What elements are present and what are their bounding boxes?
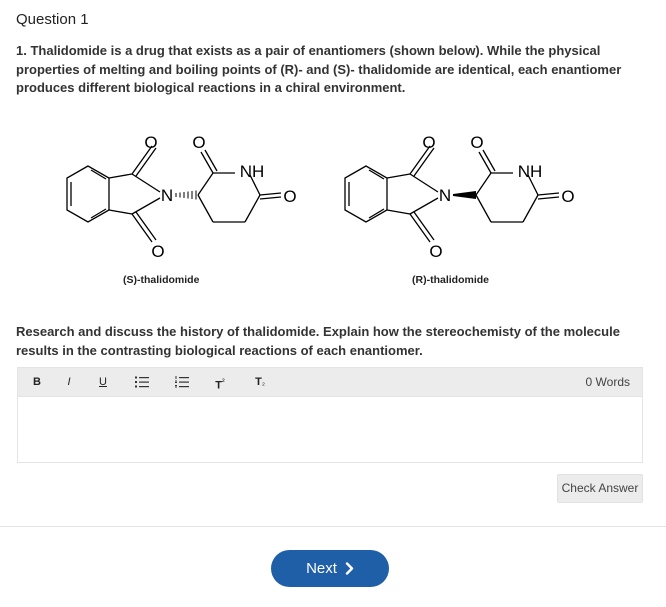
footer-divider — [0, 526, 666, 527]
s-thalidomide-atoms — [144, 133, 296, 261]
structures-svg — [0, 115, 666, 305]
atom-n: N — [438, 186, 452, 205]
thalidomide-structures — [0, 115, 666, 305]
atom-nh: NH — [517, 162, 543, 181]
question-title: Question 1 — [16, 11, 89, 28]
question-2-prompt: Research and discuss the history of thalidomide. Explain how the stereochemisty of the molecule results in the contrasting biological reactions of each enantiomer. — [16, 324, 620, 358]
question-prompt: 1. Thalidomide is a drug that exists as a pair of enantiomers (shown below). While the physical properties of melting and boiling points of (R)- and (S)- thalidomide are identical, each enantiomer produces different biological reactions in a chiral environment. — [16, 43, 622, 95]
superscript-label: T — [215, 379, 223, 392]
atom-o-top-right: O — [470, 133, 484, 152]
r-thalidomide-structure — [345, 146, 559, 242]
subscript-button[interactable] — [250, 368, 270, 396]
s-thalidomide-structure — [67, 146, 281, 242]
subscript-mark: ₂ — [261, 378, 265, 387]
atom-o-bottom: O — [151, 242, 165, 261]
atom-n: N — [160, 186, 174, 205]
numbered-list-button[interactable] — [172, 368, 192, 396]
bullet-list-icon — [135, 376, 149, 388]
next-button[interactable] — [271, 550, 389, 587]
underline-button[interactable]: U — [99, 376, 107, 388]
atom-o-top-left: O — [422, 133, 436, 152]
superscript-mark: ² — [222, 377, 225, 386]
atom-o-top-left: O — [144, 133, 158, 152]
r-thalidomide-caption: (R)-thalidomide — [412, 274, 489, 286]
atom-o-right: O — [283, 187, 297, 206]
word-count: 0 Words — [585, 375, 630, 389]
chevron-right-icon — [345, 562, 354, 575]
subscript-label: T — [255, 376, 262, 388]
r-thalidomide-atoms — [422, 133, 574, 261]
editor-toolbar — [17, 367, 643, 397]
atom-o-bottom: O — [429, 242, 443, 261]
next-label: Next — [306, 560, 337, 577]
superscript-button[interactable] — [210, 368, 230, 396]
check-answer-button[interactable]: Check Answer — [557, 474, 643, 503]
s-thalidomide-caption: (S)-thalidomide — [123, 274, 200, 286]
italic-button[interactable]: I — [67, 376, 71, 388]
numbered-list-icon — [175, 376, 189, 388]
bold-button[interactable]: B — [33, 376, 41, 388]
atom-nh: NH — [239, 162, 265, 181]
atom-o-top-right: O — [192, 133, 206, 152]
answer-textarea[interactable] — [17, 397, 643, 463]
atom-o-right: O — [561, 187, 575, 206]
bullet-list-button[interactable] — [132, 368, 152, 396]
